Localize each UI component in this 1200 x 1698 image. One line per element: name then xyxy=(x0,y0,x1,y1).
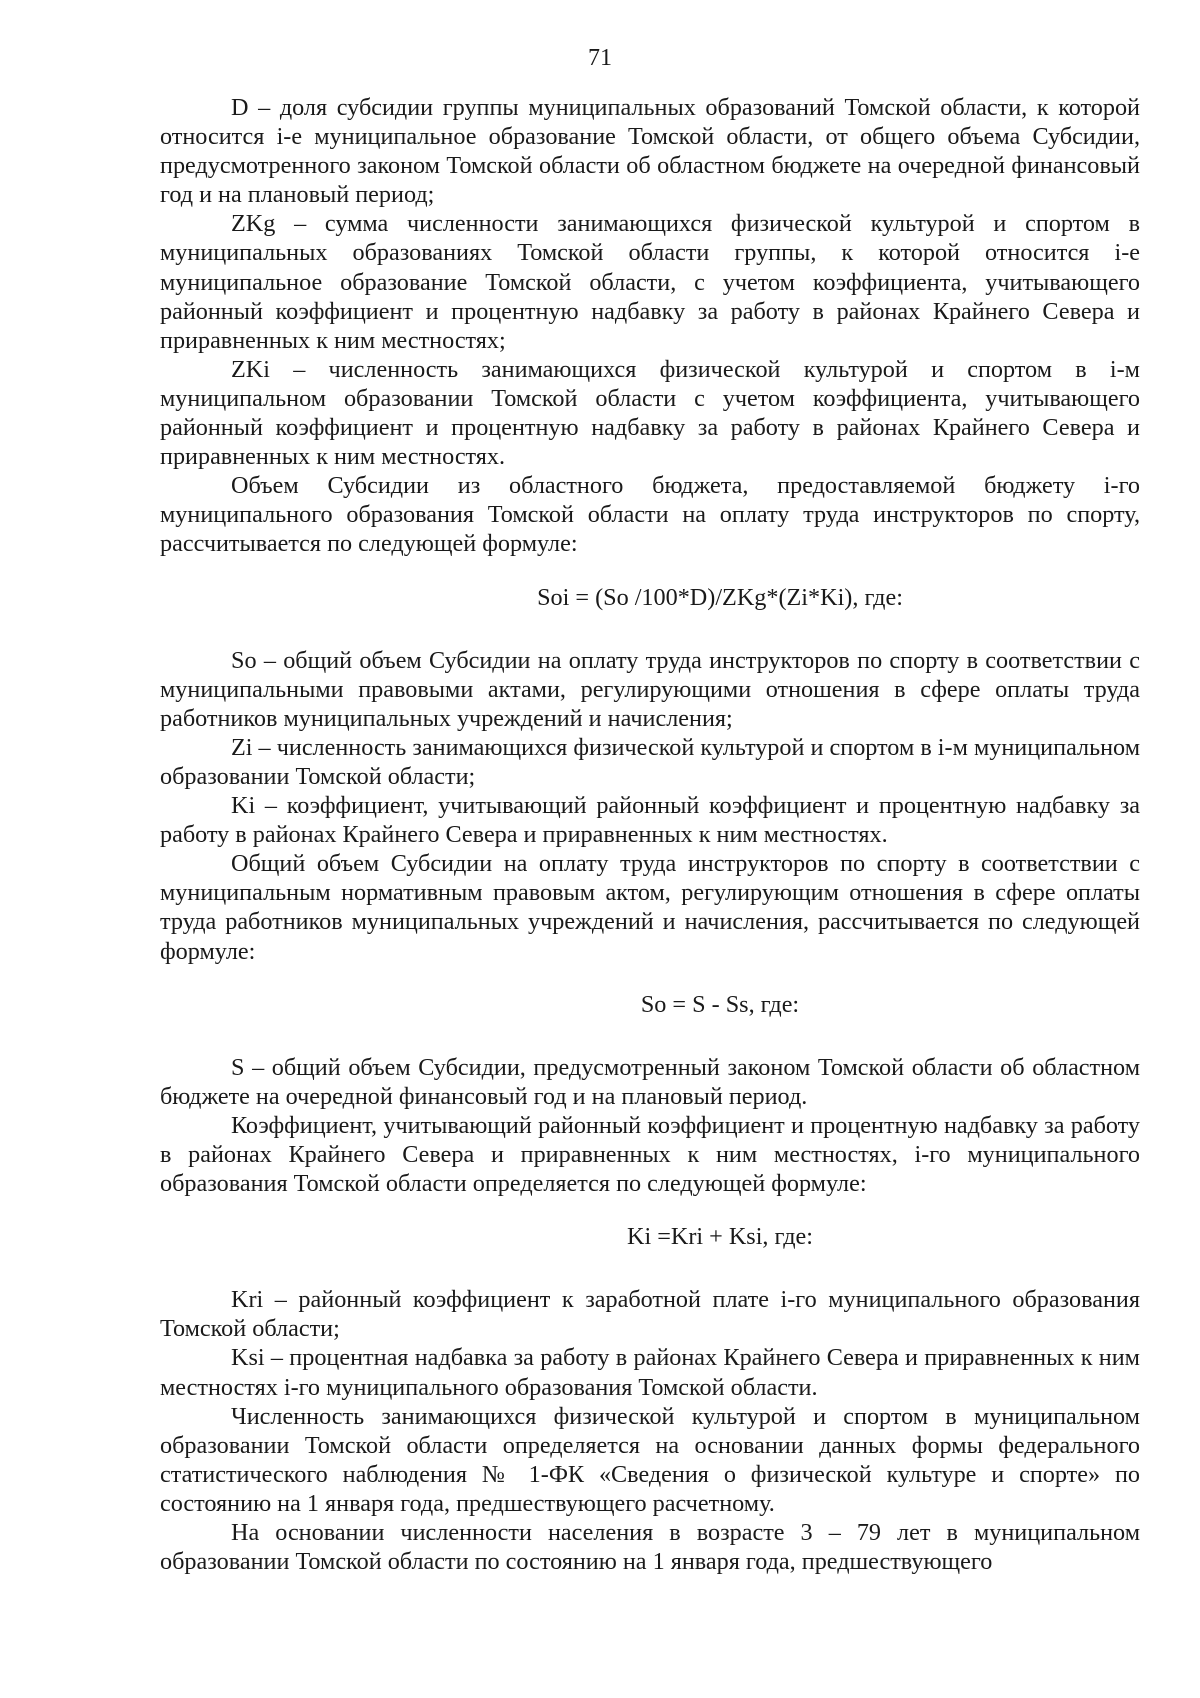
formula-soi: Soi = (So /100*D)/ZKg*(Zi*Ki), где: xyxy=(537,583,903,611)
paragraph-so-definition: So – общий объем Субсидии на оплату труда инструкторов по спорту в соответствии с муниципальными правовыми актами, регулирующими отношения в сфере оплаты труда работников муниципальных учреждений и начисления; xyxy=(160,646,1140,732)
paragraph-ksi-definition: Ksi – процентная надбавка за работу в районах Крайнего Севера и приравненных к ним местностях i-го муниципального образования Томской области. xyxy=(160,1344,1140,1401)
formula-so: So = S - Ss, где: xyxy=(640,990,800,1018)
paragraph-population-data-source: Численность занимающихся физической культурой и спортом в муниципальном образовании Томской области определяется на основании данных формы федерального статистического наблюдения № 1-ФК «Сведения о физической культуре и спорте» по состоянию на 1 января года, предшествующего расчетному. xyxy=(160,1402,1140,1517)
paragraph-zi-definition: Zi – численность занимающихся физической культурой и спортом в i-м муниципальном образовании Томской области; xyxy=(160,733,1140,790)
paragraph-population-age: На основании численности населения в возрасте 3 – 79 лет в муниципальном образовании Томской области по состоянию на 1 января года, предшествующего xyxy=(160,1519,1140,1576)
paragraph-subsidy-volume-intro: Объем Субсидии из областного бюджета, предоставляемой бюджету i-го муниципального образования Томской области на оплату труда инструкторов по спорту, рассчитывается по следующей формуле: xyxy=(160,472,1140,558)
paragraph-zkg-definition: ZKg – сумма численности занимающихся физической культурой и спортом в муниципальных образованиях Томской области группы, к которой относится i-е муниципальное образование Томской области, с учетом коэффициента, учитывающего районный коэффициент и процентную надбавку за работу в районах Крайнего Севера и приравненных к ним местностях; xyxy=(160,210,1140,354)
page-number: 71 xyxy=(588,45,612,71)
formula-ki: Ki =Kri + Ksi, где: xyxy=(626,1223,814,1251)
paragraph-s-definition: S – общий объем Субсидии, предусмотренный законом Томской области об областном бюджете на очередной финансовый год и на плановый период. xyxy=(160,1053,1140,1110)
paragraph-coefficient-intro: Коэффициент, учитывающий районный коэффициент и процентную надбавку за работу в районах Крайнего Севера и приравненных к ним местностях, i-го муниципального образования Томской области определяется по следующей формуле: xyxy=(160,1111,1140,1198)
paragraph-zki-definition: ZKi – численность занимающихся физической культурой и спортом в i-м муниципальном образовании Томской области с учетом коэффициента, учитывающего районный коэффициент и процентную надбавку за работу в районах Крайнего Севера и приравненных к ним местностях. xyxy=(160,355,1140,471)
paragraph-kri-definition: Kri – районный коэффициент к заработной плате i-го муниципального образования Томской области; xyxy=(160,1286,1140,1343)
document-body xyxy=(160,93,1140,1576)
paragraph-ki-definition: Ki – коэффициент, учитывающий районный коэффициент и процентную надбавку за работу в районах Крайнего Севера и приравненных к ним местностях. xyxy=(160,792,1140,849)
paragraph-total-subsidy-intro: Общий объем Субсидии на оплату труда инструкторов по спорту в соответствии с муниципальным нормативным правовым актом, регулирующим отношения в сфере оплаты труда работников муниципальных учреждений и начисления, рассчитывается по следующей формуле: xyxy=(160,850,1140,965)
paragraph-d-definition: D – доля субсидии группы муниципальных образований Томской области, к которой относится i-е муниципальное образование Томской области, от общего объема Субсидии, предусмотренного законом Томской области об областном бюджете на очередной финансовый год и на плановый период; xyxy=(160,94,1140,209)
